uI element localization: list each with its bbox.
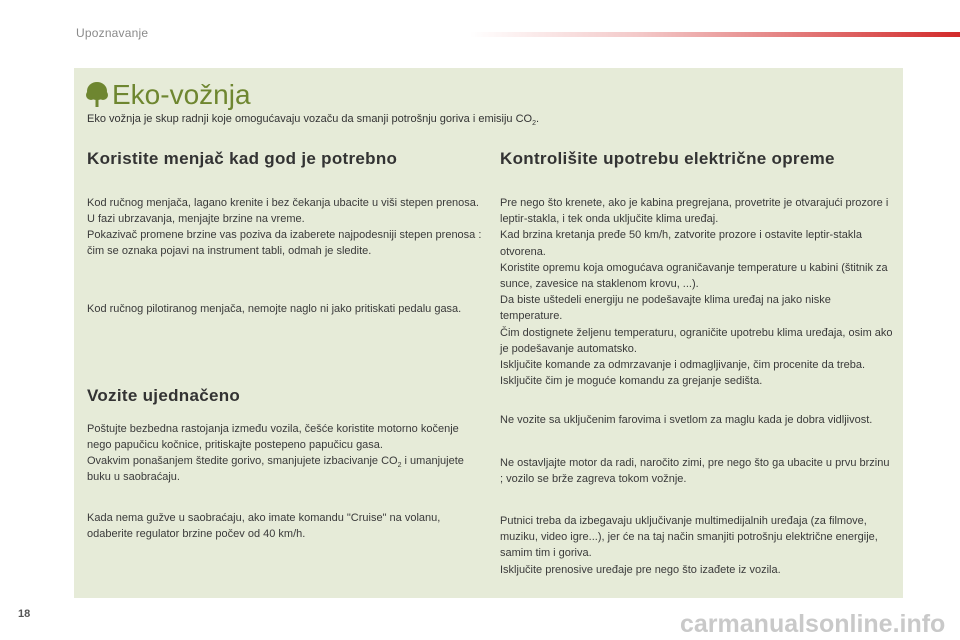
page-number: 18	[18, 608, 31, 620]
paragraph: Pokazivač promene brzine vas poziva da izaberete najpodesniji stepen prenosa : čim se oznaka pojavi na instrument tabli, odmah je sledite.	[87, 229, 482, 258]
paragraph: Kada nema gužve u saobraćaju, ako imate komandu "Cruise" na volanu, odaberite regulator brzine počev od 40 km/h.	[87, 512, 441, 541]
paragraph: Kod ručnog pilotiranog menjača, nemojte naglo ni jako pritiskati pedalu gasa.	[87, 303, 462, 315]
paragraph: Kod ručnog menjača, lagano krenite i bez čekanja ubacite u viši stepen prenosa. U fazi ubrzavanja, menjajte brzine na vreme.	[87, 197, 479, 226]
paragraph: Poštujte bezbedna rastojanja između vozila, češće koristite motorno kočenje nego papučicu kočnice, pritiskajte postepeno papučicu gasa.	[87, 423, 459, 452]
paragraph: Ne ostavljajte motor da radi, naročito zimi, pre nego što ga ubacite u prvu brzinu ; vozilo se brže zagreva tokom vožnje.	[500, 457, 890, 486]
page-title: Eko-vožnja	[112, 79, 251, 110]
paragraph: Pre nego što krenete, ako je kabina pregrejana, provetrite je otvarajući prozore i leptir-stakla, i tek onda uključite klima uređaj. Kad brzina kretanja pređe 50 km/h, zatvorite prozore i ostavite leptir-stakla otvorena. Koristite opremu koja omogućava ograničavanje temperature u kabini (štitnik za sunce, zavesice na staklenom krovu, ...). Da biste uštedeli energiju ne podešavajte klima uređaj na jako niske temperature. Čim dostignete željenu temperaturu, ograničite upotrebu klima uređaja, osim ako je podešavanje automatsko. Isključite komande za odmrzavanje i odmagljivanje, čim procenite da treba. Isključite čim je moguće komandu za grejanje sedišta.	[500, 197, 893, 388]
watermark: carmanualsonline.info	[680, 610, 946, 638]
section-heading-drive-smoothly: Vozite ujednačeno	[87, 386, 241, 405]
paragraph: Ovakvim ponašanjem štedite gorivo, smanjujete izbacivanje $CO_2$ i umanjujete buku u saobraćaju.	[87, 455, 464, 484]
section-label: Upoznavanje	[76, 26, 149, 40]
tree-icon	[86, 82, 108, 108]
section-heading-gearbox: Koristite menjač kad god je potrebno	[87, 149, 398, 168]
section-heading-electrical: Kontrolišite upotrebu električne opreme	[500, 149, 835, 168]
paragraph: Putnici treba da izbegavaju uključivanje multimedijalnih uređaja (za filmove, muziku, video igre...), jer će na taj način smanjiti potrošnju električne energije, samim tim i goriva. Isključite prenosive uređaje pre nego što izađete iz vozila.	[500, 515, 878, 576]
paragraph: Ne vozite sa uključenim farovima i svetlom za maglu kada je dobra vidljivost.	[500, 414, 873, 426]
header-accent-line	[470, 32, 960, 37]
intro-text: Eko vožnja je skup radnji koje omogućavaju vozaču da smanji potrošnju goriva i emisiju $CO_2$.	[87, 113, 540, 128]
